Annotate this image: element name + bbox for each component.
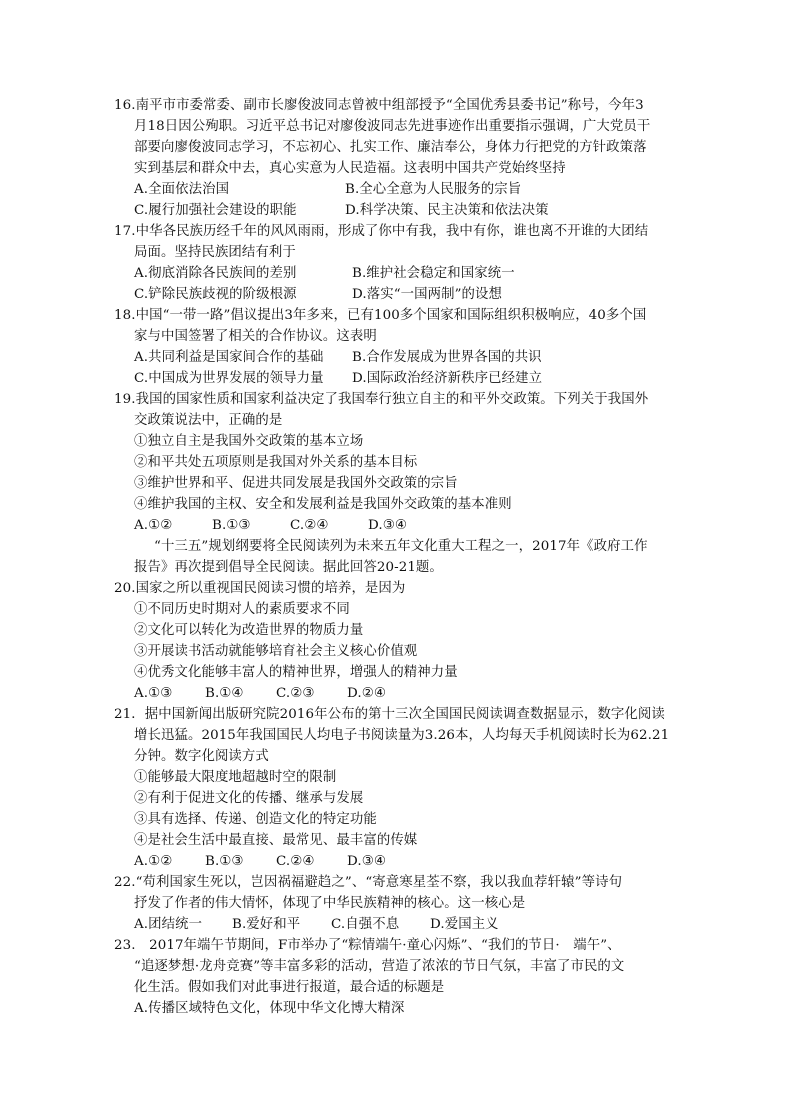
- q22-option-c: C.自强不息: [331, 917, 400, 932]
- q21-option-b: B.①③: [205, 854, 244, 869]
- q21-stem-line-2: 增长迅猛。2015年我国国民人均电子书阅读量为3.26本，人均每天手机阅读时长为62.21: [134, 728, 670, 743]
- q18-option-b: B.合作发展成为世界各国的共识: [352, 350, 542, 365]
- q16-option-b: B.全心全意为人民服务的宗旨: [345, 182, 522, 197]
- q20-option-c: C.②③: [276, 686, 315, 701]
- q23-option-a: A.传播区域特色文化，体现中华文化博大精深: [134, 1001, 405, 1016]
- q22-stem-line-1: 22.“苟利国家生死以，岂因祸福避趋之”、“寄意寒星荃不察，我以我血荐轩辕”等诗句: [114, 875, 623, 890]
- q19-stem-line-2: 交政策说法中，正确的是: [134, 413, 283, 428]
- q20-option-d: D.②④: [347, 686, 386, 701]
- q22-option-d: D.爱国主义: [430, 917, 499, 932]
- q21-option-d: D.③④: [347, 854, 386, 869]
- q17-stem-line-2: 局面。坚持民族团结有利于: [134, 245, 296, 260]
- q18-option-c: C.中国成为世界发展的领导力量: [134, 371, 324, 386]
- q18-option-d: D.国际政治经济新秩序已经建立: [352, 371, 543, 386]
- q16-option-a: A.全面依法治国: [134, 182, 230, 197]
- q19-item-1: ①独立自主是我国外交政策的基本立场: [134, 434, 364, 449]
- q20-option-b: B.①④: [205, 686, 244, 701]
- q17-option-b: B.维护社会稳定和国家统一: [352, 266, 515, 281]
- q17-option-c: C.铲除民族歧视的阶级根源: [134, 287, 297, 302]
- q20-item-3: ③开展读书活动就能够培育社会主义核心价值观: [134, 644, 418, 659]
- q18-stem-line-1: 18.中国“一带一路”倡议提出3年多来，已有100多个国家和国际组织积极响应，40多个国: [114, 308, 647, 323]
- q19-option-a: A.①②: [134, 518, 173, 533]
- q19-option-d: D.③④: [368, 518, 407, 533]
- q21-item-3: ③具有选择、传递、创造文化的特定功能: [134, 812, 377, 827]
- intro-line-1: “十三五”规划纲要将全民阅读列为未来五年文化重大工程之一，2017年《政府工作: [154, 539, 648, 554]
- q21-item-1: ①能够最大限度地超越时空的限制: [134, 770, 337, 785]
- q21-option-a: A.①②: [134, 854, 173, 869]
- q16-stem-line-1: 16.南平市市委常委、副市长廖俊波同志曾被中组部授予“全国优秀县委书记”称号，今年3: [114, 98, 644, 113]
- q21-item-4: ④是社会生活中最直接、最常见、最丰富的传媒: [134, 833, 418, 848]
- q16-option-c: C.履行加强社会建设的职能: [134, 203, 297, 218]
- q21-stem-line-1: 21．据中国新闻出版研究院2016年公布的第十三次全国国民阅读调查数据显示，数字化阅读: [114, 707, 665, 722]
- q22-option-b: B.爱好和平: [232, 917, 301, 932]
- q21-option-c: C.②④: [276, 854, 315, 869]
- q20-item-2: ②文化可以转化为改造世界的物质力量: [134, 623, 364, 638]
- q23-stem-line-2: “追逐梦想·龙舟竞赛”等丰富多彩的活动，营造了浓浓的节日气氛，丰富了市民的文: [134, 959, 625, 974]
- q20-option-a: A.①③: [134, 686, 173, 701]
- q19-item-3: ③维护世界和平、促进共同发展是我国外交政策的宗旨: [134, 476, 458, 491]
- intro-line-2: 报告》再次提到倡导全民阅读。据此回答20-21题。: [134, 560, 443, 575]
- q21-item-2: ②有利于促进文化的传播、继承与发展: [134, 791, 364, 806]
- q22-stem-line-2: 抒发了作者的伟大情怀，体现了中华民族精神的核心。这一核心是: [134, 896, 526, 911]
- q22-option-a: A.团结统一: [134, 917, 203, 932]
- q20-stem-line-1: 20.国家之所以重视国民阅读习惯的培养，是因为: [114, 581, 406, 596]
- q20-item-1: ①不同历史时期对人的素质要求不同: [134, 602, 350, 617]
- q18-option-a: A.共同利益是国家间合作的基础: [134, 350, 324, 365]
- q17-stem-line-1: 17.中华各民族历经千年的风风雨雨，形成了你中有我，我中有你，谁也离不开谁的大团结: [114, 224, 649, 239]
- q16-stem-line-4: 实到基层和群众中去，真心实意为人民造福。这表明中国共产党始终坚持: [134, 161, 566, 176]
- q19-option-b: B.①③: [212, 518, 251, 533]
- q16-stem-line-2: 月18日因公殉职。习近平总书记对廖俊波同志先进事迹作出重要指示强调，广大党员干: [134, 119, 651, 134]
- q19-stem-line-1: 19.我国的国家性质和国家利益决定了我国奉行独立自主的和平外交政策。下列关于我国外: [114, 392, 649, 407]
- q19-item-4: ④维护我国的主权、安全和发展利益是我国外交政策的基本准则: [134, 497, 512, 512]
- q19-item-2: ②和平共处五项原则是我国对外关系的基本目标: [134, 455, 418, 470]
- q17-option-d: D.落实“一国两制”的设想: [352, 287, 503, 302]
- q23-stem-line-1: 23. 2017年端午节期间，F市举办了“粽情端午·童心闪烁”、“我们的节日· 端午”、: [114, 938, 621, 953]
- q21-stem-line-3: 分钟。数字化阅读方式: [134, 749, 269, 764]
- q23-stem-line-3: 化生活。假如我们对此事进行报道，最合适的标题是: [134, 980, 445, 995]
- q16-option-d: D.科学决策、民主决策和依法决策: [345, 203, 549, 218]
- q19-option-c: C.②④: [290, 518, 329, 533]
- q17-option-a: A.彻底消除各民族间的差别: [134, 266, 297, 281]
- q18-stem-line-2: 家与中国签署了相关的合作协议。这表明: [134, 329, 377, 344]
- q16-stem-line-3: 部要向廖俊波同志学习，不忘初心、扎实工作、廉洁奉公，身体力行把党的方针政策落: [134, 140, 647, 155]
- q20-item-4: ④优秀文化能够丰富人的精神世界，增强人的精神力量: [134, 665, 458, 680]
